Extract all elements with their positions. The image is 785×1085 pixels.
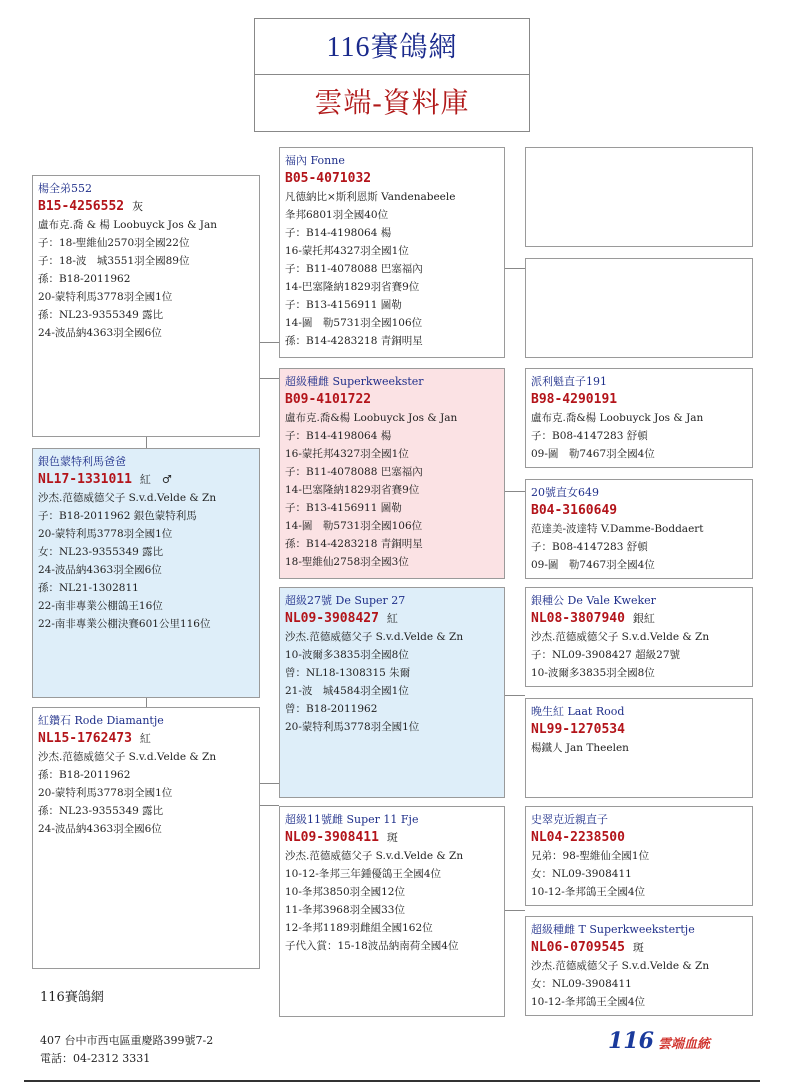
g3-card-4 (525, 479, 753, 579)
info-line: 20-蒙特利馬3778羽全國1位 (38, 291, 173, 303)
subject-card (32, 175, 260, 437)
ring-number: B05-4071032 (285, 171, 372, 186)
info-line: 14-巴塞隆納1829羽省賽9位 (285, 281, 420, 293)
connector (259, 378, 279, 379)
info-line: 10-12-夆邦鴿王全國4位 (531, 996, 645, 1008)
dam-dam-card (279, 806, 505, 1017)
connector (505, 910, 525, 911)
pigeon-name: 福內 Fonne (285, 154, 345, 167)
g3-card-1 (525, 147, 753, 247)
info-line: 14-圖 勒5731羽全國106位 (285, 520, 423, 532)
pigeon-name: 超級11號雌 Super 11 Fje (285, 813, 419, 826)
ring-number: B98-4290191 (531, 392, 618, 407)
pigeon-name: 紅鑽石 Rode Diamantje (38, 714, 164, 727)
ring-number: NL06-0709545 (531, 940, 625, 955)
dam-sire-card (279, 587, 505, 798)
ring-number: NL99-1270534 (531, 722, 625, 737)
info-line: 子：B13-4156911 圖勒 (285, 502, 402, 514)
g3-card-3 (525, 368, 753, 468)
info-line: 10-12-夆邦三年鍾優鴿王全國4位 (285, 868, 441, 880)
pigeon-name: 晚生紅 Laat Rood (531, 705, 625, 718)
info-line: 孫：B14-4283218 青銅明星 (285, 335, 423, 347)
g3-card-6 (525, 698, 753, 798)
grandsire-card (279, 147, 505, 358)
info-line: 子：B08-4147283 舒頓 (531, 541, 648, 553)
info-line: 盧布克.喬&楊 Loobuyck Jos & Jan (285, 412, 458, 424)
footer-site-name: 116賽鴿網 (40, 990, 104, 1005)
connector (259, 783, 279, 784)
info-line: 24-波品納4363羽全國6位 (38, 327, 162, 339)
info-line: 24-波品納4363羽全國6位 (38, 823, 162, 835)
info-line: 子：B18-2011962 銀色蒙特利馬 (38, 510, 197, 522)
site-title: 116賽鴿網 (254, 18, 530, 75)
info-line: 孫：NL23-9355349 露比 (38, 309, 164, 321)
info-line: 曾：B18-2011962 (285, 703, 378, 715)
info-line: 子：B13-4156911 圖勒 (285, 299, 402, 311)
info-line: 女：NL09-3908411 (531, 978, 632, 990)
info-line: 女：NL23-9355349 露比 (38, 546, 164, 558)
info-line: 沙杰.范德威德父子 S.v.d.Velde & Zn (285, 850, 464, 862)
sire-card (32, 448, 260, 698)
ring-number: NL04-2238500 (531, 830, 625, 845)
pigeon-name: 超級27號 De Super 27 (285, 594, 406, 607)
pigeon-name: 史翠克近親直子 (531, 813, 608, 826)
info-line: 盧布克.喬 & 楊 Loobuyck Jos & Jan (38, 219, 217, 231)
granddam-card (279, 368, 505, 579)
color-tag: 斑 (386, 831, 398, 844)
color-tag: 銀紅 (632, 612, 655, 625)
info-line: 子代入賞：15-18波品納南荷全國4位 (285, 940, 459, 952)
info-line: 09-圖 勒7467羽全國4位 (531, 448, 655, 460)
info-line: 孫：B18-2011962 (38, 273, 131, 285)
ring-number: NL09-3908427 (285, 611, 379, 626)
info-line: 14-圖 勒5731羽全國106位 (285, 317, 423, 329)
pigeon-name: 派利魁直子191 (531, 375, 607, 388)
footer-address: 407 台中市西屯區重慶路399號7-2 (40, 1034, 214, 1047)
info-line: 孫：B18-2011962 (38, 769, 131, 781)
color-tag: 紅 (139, 732, 151, 745)
info-line: 21-波 城4584羽全國1位 (285, 685, 409, 697)
connector (146, 697, 147, 707)
ring-number: B04-3160649 (531, 503, 618, 518)
info-line: 子：B14-4198064 楊 (285, 430, 392, 442)
ring-number: NL08-3807940 (531, 611, 625, 626)
info-line: 09-圖 勒7467羽全國4位 (531, 559, 655, 571)
info-line: 孫：NL23-9355349 露比 (38, 805, 164, 817)
pigeon-name: 超級種雌 T Superkweekstertje (531, 923, 695, 936)
info-line: 夆邦6801羽全國40位 (285, 209, 389, 221)
pigeon-name: 銀種公 De Vale Kweker (531, 594, 656, 607)
ring-number: NL17-1331011 (38, 472, 132, 487)
info-line: 沙杰.范德威德父子 S.v.d.Velde & Zn (38, 492, 217, 504)
info-line: 18-聖維仙2758羽全國3位 (285, 556, 409, 568)
color-tag: 斑 (632, 941, 644, 954)
info-line: 24-波品納4363羽全國6位 (38, 564, 162, 576)
info-line: 子：B11-4078088 巴塞福內 (285, 263, 423, 275)
info-line: 孫：NL21-1302811 (38, 582, 139, 594)
info-line: 子：18-聖維仙2570羽全國22位 (38, 237, 190, 249)
info-line: 20-蒙特利馬3778羽全國1位 (38, 528, 173, 540)
info-line: 12-夆邦1189羽雌組全國162位 (285, 922, 433, 934)
connector (505, 268, 525, 269)
connector (505, 695, 525, 696)
g3-card-5 (525, 587, 753, 687)
ring-number: NL15-1762473 (38, 731, 132, 746)
pigeon-name: 20號直女649 (531, 486, 599, 499)
info-line: 22-南非專業公棚決賽601公里116位 (38, 618, 211, 630)
bottom-divider (24, 1080, 760, 1082)
info-line: 14-巴塞隆納1829羽省賽9位 (285, 484, 420, 496)
color-tag: 紅 ♂ (139, 473, 172, 486)
logo-number: 116 (608, 1028, 654, 1054)
info-line: 沙杰.范德威德父子 S.v.d.Velde & Zn (531, 631, 710, 643)
info-line: 20-蒙特利馬3778羽全國1位 (38, 787, 173, 799)
info-line: 11-夆邦3968羽全國33位 (285, 904, 405, 916)
info-line: 兄弟：98-聖維仙全國1位 (531, 850, 650, 862)
info-line: 16-蒙托邦4327羽全國1位 (285, 448, 409, 460)
footer-phone: 電話：04-2312 3331 (40, 1052, 151, 1065)
info-line: 孫：B14-4283218 青銅明星 (285, 538, 423, 550)
brand-logo (608, 1028, 710, 1054)
info-line: 20-蒙特利馬3778羽全國1位 (285, 721, 420, 733)
color-tag: 紅 (386, 612, 398, 625)
ring-number: B15-4256552 (38, 199, 125, 214)
info-line: 子：B08-4147283 舒頓 (531, 430, 648, 442)
info-line: 凡德納比×斯利恩斯 Vandenabeele (285, 191, 456, 203)
info-line: 10-12-夆邦鴿王全國4位 (531, 886, 645, 898)
info-line: 沙杰.范德威德父子 S.v.d.Velde & Zn (285, 631, 464, 643)
color-tag: 灰 (132, 200, 144, 213)
info-line: 16-蒙托邦4327羽全國1位 (285, 245, 409, 257)
info-line: 子：NL09-3908427 超級27號 (531, 649, 681, 661)
g3-card-8 (525, 916, 753, 1016)
info-line: 子：B11-4078088 巴塞福內 (285, 466, 423, 478)
info-line: 沙杰.范德威德父子 S.v.d.Velde & Zn (531, 960, 710, 972)
info-line: 楊鐵人 Jan Theelen (531, 742, 629, 754)
info-line: 范達美-波達特 V.Damme-Boddaert (531, 523, 704, 535)
info-line: 盧布克.喬&楊 Loobuyck Jos & Jan (531, 412, 704, 424)
pigeon-name: 超級種雌 Superkweekster (285, 375, 424, 388)
ring-number: B09-4101722 (285, 392, 372, 407)
connector (505, 491, 525, 492)
info-line: 曾：NL18-1308315 朱爾 (285, 667, 411, 679)
pigeon-name: 楊全弟552 (38, 182, 92, 195)
info-line: 22-南非專業公棚鴿王16位 (38, 600, 163, 612)
info-line: 女：NL09-3908411 (531, 868, 632, 880)
dam-card (32, 707, 260, 969)
pigeon-name: 銀色蒙特利馬爸爸 (38, 455, 126, 468)
connector (259, 342, 279, 343)
logo-text: 雲端血統 (657, 1037, 710, 1052)
info-line: 10-夆邦3850羽全國12位 (285, 886, 405, 898)
connector (146, 436, 147, 448)
info-line: 沙杰.范德威德父子 S.v.d.Velde & Zn (38, 751, 217, 763)
g3-card-2 (525, 258, 753, 358)
ring-number: NL09-3908411 (285, 830, 379, 845)
database-title: 雲端-資料庫 (254, 74, 530, 132)
connector (259, 805, 279, 806)
info-line: 子：B14-4198064 楊 (285, 227, 392, 239)
info-line: 10-波爾多3835羽全國8位 (285, 649, 409, 661)
info-line: 10-波爾多3835羽全國8位 (531, 667, 655, 679)
info-line: 子：18-波 城3551羽全國89位 (38, 255, 190, 267)
g3-card-7 (525, 806, 753, 906)
